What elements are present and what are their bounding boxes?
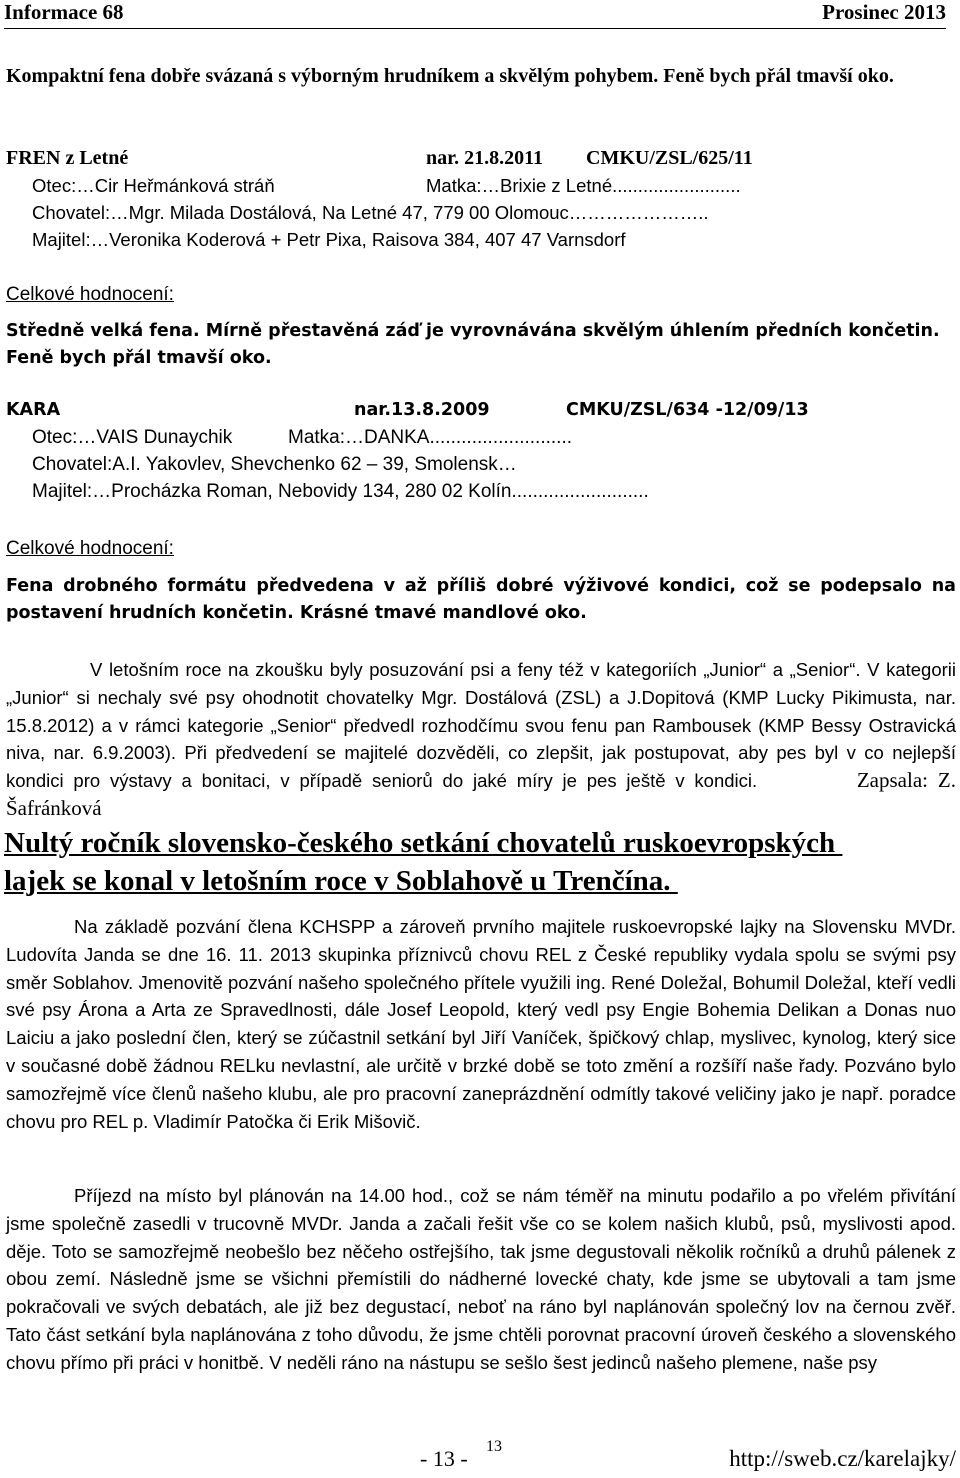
section-heading-line-2: lajek se konal v letošním roce v Soblahově u Trenčína. <box>4 865 678 897</box>
dog-title-row <box>6 145 956 172</box>
report-signature: Zapsala: Z. Šafránková <box>6 768 956 820</box>
dog-sire: Otec:…VAIS Dunaychik <box>32 427 233 448</box>
dog-owner-row <box>6 226 956 253</box>
dog-owner: Majitel:…Veronika Koderová + Petr Pixa, Raisova 384, 407 47 Varnsdorf <box>32 229 626 250</box>
dog-name: KARA <box>6 400 61 420</box>
overall-evaluation-text: Středně velká fena. Mírně přestavěná záď je vyrovnávána skvělým úhlením předních končetin. Feně bych přál tmavší oko. <box>6 321 940 368</box>
header-date: Prosinec 2013 <box>822 0 946 24</box>
report-text: V letošním roce na zkoušku byly posuzování psi a feny též v kategoriích „Junior“ a „Senior“. V kategorii „Junior“ si nechaly své psy ohodnotit chovatelky Mgr. Dostálová (ZSL) a J.Dopitová (KMP Lucky Pikimusta, nar. 15.8.2012) a v rámci kategorie „Senior“ předvedl rozhodčímu svou fenu pan Rambousek (KMP Bessy Ostravická niva, nar. 6.9.2003). Při předvedení se majitelé dozvěděli, co zlepšit, jak postupovat, aby pes byl v co nejlepší kondici pro výstavy a bonitaci, v případě seniorů do jaké míry je pes ještě v kondici. <box>6 659 956 792</box>
dog-title-row <box>6 397 956 424</box>
article-paragraph-2: Příjezd na místo byl plánován na 14.00 hod., což se nám téměř na minutu podařilo a po vřelém přivítání jsme společně zasedli v trucovně MVDr. Janda a začali řešit vše co se kolem našich klubů, psů, myslivosti apod. děje. Toto se samozřejmě neobešlo bez něčeho ostřejšího, tak jsme degustovali několik ročníků a druhů pálenek z obou zemí. Následně jsme se všichni přemístili do nádherné lovecké chaty, kde jsme se ubytovali a tam jsme pokračovali ve svých debatách, ale již bez degustací, neboť na ráno byl naplánován společný lov na černou zvěř. Tato část setkání byla naplánována z toho důvodu, že jsme chtěli porovnat pracovní úroveň českého a slovenského chovu přímo při práci v honitbě. V neděli ráno na nástupu se sešlo šest jedinců našeho plemene, naše psy <box>6 1185 956 1373</box>
dog-sire: Otec:…Cir Heřmánková stráň <box>32 175 275 196</box>
dog-dam: Matka:…DANKA........................... <box>288 427 573 448</box>
footer-url: http://sweb.cz/karelajky/ <box>729 1446 956 1471</box>
section-heading-line-1: Nultý ročník slovensko-českého setkání chovatelů ruskoevropských <box>4 827 843 859</box>
dog-breeder-row <box>6 199 956 226</box>
dog-dam: Matka:…Brixie z Letné......................... <box>426 175 741 196</box>
dog-entry-fren <box>6 145 956 253</box>
header-issue: Informace 68 <box>4 0 124 24</box>
dog-parents-row <box>6 424 956 451</box>
page-header <box>4 0 946 29</box>
dog-breeder-row <box>6 451 956 478</box>
page-footer <box>0 1438 960 1478</box>
dog-parents-row <box>6 172 956 199</box>
show-report-paragraph <box>6 656 956 823</box>
overall-evaluation-text: Fena drobného formátu předvedena v až příliš dobré výživové kondici, což se podepsalo na postavení hrudních končetin. Krásné tmavé mandlové oko. <box>6 576 956 623</box>
page-number-superscript: 13 <box>486 1438 502 1455</box>
dog-breeder: Chovatel:…Mgr. Milada Dostálová, Na Letné 47, 779 00 Olomouc………………….. <box>32 202 709 223</box>
dog-birth-date: nar. 21.8.2011 <box>426 147 544 169</box>
overall-evaluation-label: Celkové hodnocení: <box>6 538 174 559</box>
article-paragraph-1: Na základě pozvání člena KCHSPP a zároveň prvního majitele ruskoevropské lajky na Slovensku MVDr. Ludovíta Janda se dne 16. 11. 2013 skupinka příznivců chovu REL z České republiky vydala spolu se svými psy směr Soblahov. Jmenovitě pozvání našeho společného přítele využili ing. René Doležal, Bohumil Doležal, kteří vedli své psy Árona a Arta ze Spravedlnosti, dále Josef Leopold, který vedl psy Engie Bohemia Delikan a Donas nuo Laiciu a jako poslední člen, který se zúčastnil setkání byl Jiří Vaníček, špičkový chlap, myslivec, kynolog, který sice v současné době žádnou RELku nevlastní, ale určitě v brzké době se toto změní a rozšíří naše řady. Pozváno bylo samozřejmě více členů našeho klubu, ale pro pracovní zaneprázdnění odmítly takové veličiny jako je např. poradce chovu pro REL p. Vladimír Patočka či Erik Mišovič. <box>6 916 956 1132</box>
dog-evaluation-text: Kompaktní fena dobře svázaná s výborným hrudníkem a skvělým pohybem. Feně bych přál tmavší oko. <box>6 65 894 87</box>
dog-owner-row <box>6 478 956 505</box>
page-number: - 13 - <box>420 1446 468 1471</box>
dog-breeder: Chovatel:A.I. Yakovlev, Shevchenko 62 – 39, Smolensk… <box>32 454 517 475</box>
dog-registration: CMKU/ZSL/625/11 <box>586 147 753 169</box>
dog-owner: Majitel:…Procházka Roman, Nebovidy 134, 280 02 Kolín.......................... <box>32 481 649 502</box>
dog-entry-kara <box>6 397 956 505</box>
overall-evaluation-label: Celkové hodnocení: <box>6 284 174 305</box>
dog-registration: CMKU/ZSL/634 -12/09/13 <box>566 400 809 420</box>
dog-name: FREN z Letné <box>6 147 129 169</box>
dog-birth-date: nar.13.8.2009 <box>354 400 490 420</box>
